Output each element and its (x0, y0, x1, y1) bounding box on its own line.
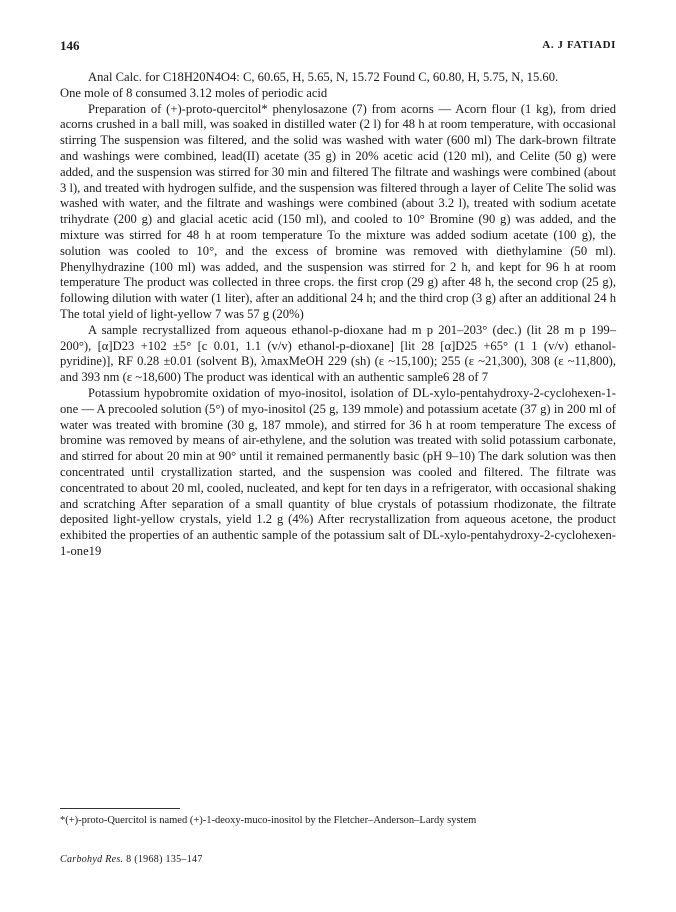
running-head: A. J FATIADI (542, 39, 616, 51)
paragraph-analysis: Anal Calc. for C18H20N4O4: C, 60.65, H, 5.65, N, 15.72 Found C, 60.80, H, 5.75, N, 15.60. (88, 70, 559, 84)
paragraph-recrystallization: A sample recrystallized from aqueous ethanol-p-dioxane had m p 201–203° (dec.) (lit 28 m p 199–200°), [α]D23 +102 ±5° [c 0.01, 1.1 (v/v) ethanol-p-dioxane] [lit 28 [α]D25 +65° (1 1 (v/v) ethanol-pyridine)], RF 0.28 ±0.01 (solvent B), λmaxMeOH 229 (sh) (ε ~15,100); 255 (ε ~21,300), 308 (ε ~11,800), and 393 nm (ε ~18,600) The product was identical with an authentic sample6 28 of 7 (60, 322, 616, 385)
paragraph-oxidation: Potassium hypobromite oxidation of myo-inositol, isolation of DL-xylo-pentahydroxy-2-cyclohexen-1-one — A precooled solution (5°) of myo-inositol (25 g, 139 mmole) and potassium acetate (37 g) in 200 ml of water was treated with bromine (30 g, 187 mmole), and stirred for 36 h at room temperature The excess of bromine was removed by means of air-ethylene, and the solution was treated with solid potassium carbonate, and stirred for about 20 min at 90° until it remained permanently basic (pH 9–10) The dark solution was then concentrated until crystallization started, and the suspension was cooled and filtered. The filtrate was concentrated to about 20 ml, cooled, nucleated, and kept for ten days in a refrigerator, with occasional shaking and scratching After separation of a small quantity of blue crystals of potassium rhodizonate, the filtrate deposited light-yellow crystals, yield 1.2 g (4%) After recrystallization from aqueous acetone, the product exhibited the properties of an authentic sample of the potassium salt of DL-xylo-pentahydroxy-2-cyclohexen-1-one19 (60, 385, 616, 558)
body-text (60, 70, 616, 560)
page-header (60, 38, 616, 56)
paragraph-periodic: One mole of 8 consumed 3.12 moles of periodic acid (60, 85, 328, 100)
footnote-divider (60, 808, 180, 809)
journal-name: Carbohyd Res. (60, 854, 124, 865)
paragraph-preparation: Preparation of (+)-proto-quercitol* phenylosazone (7) from acorns — Acorn flour (1 kg), from dried acorns crushed in a ball mill, was soaked in distilled water (2 l) for 48 h at room temperature, with occasional stirring The suspension was filtered, and the solid was washed with water (600 ml) The dark-brown filtrate and washings were combined, lead(II) acetate (35 g) in 20% acetic acid (120 ml), and Celite (50 g) were added, and the suspension was stirred for 30 min and filtered The filtrate and washings were combined (about 3 l), and treated with hydrogen sulfide, and the suspension was filtered through a layer of Celite The solid was washed with water, and the filtrate and washings were combined (about 3.2 l), treated with sodium acetate trihydrate (200 g) and glacial acetic acid (150 ml), and cooled to 10° Bromine (90 g) was added, and the mixture was stirred for 48 h at room temperature To the mixture was added sodium acetate (100 g), the solution was cooled to 10°, and the excess of bromine was removed with diethylamine (50 ml). Phenylhydrazine (100 ml) was added, and the suspension was stirred for 2 h, and kept for 96 h at room temperature The product was collected in three crops. the first crop (29 g) after 48 h, the second crop (25 g), following dilution with water (1 liter), after an additional 24 h; and the third crop (3 g) after an additional 24 h The total yield of light-yellow 7 was 57 g (20%) (60, 101, 616, 321)
page-number: 146 (60, 38, 80, 53)
journal-citation (60, 852, 203, 868)
footnote: *(+)-proto-Quercitol is named (+)-1-deoxy-muco-inositol by the Fletcher–Anderson–Lardy system (60, 815, 477, 826)
journal-volume: 8 (1968) 135–147 (126, 854, 203, 865)
